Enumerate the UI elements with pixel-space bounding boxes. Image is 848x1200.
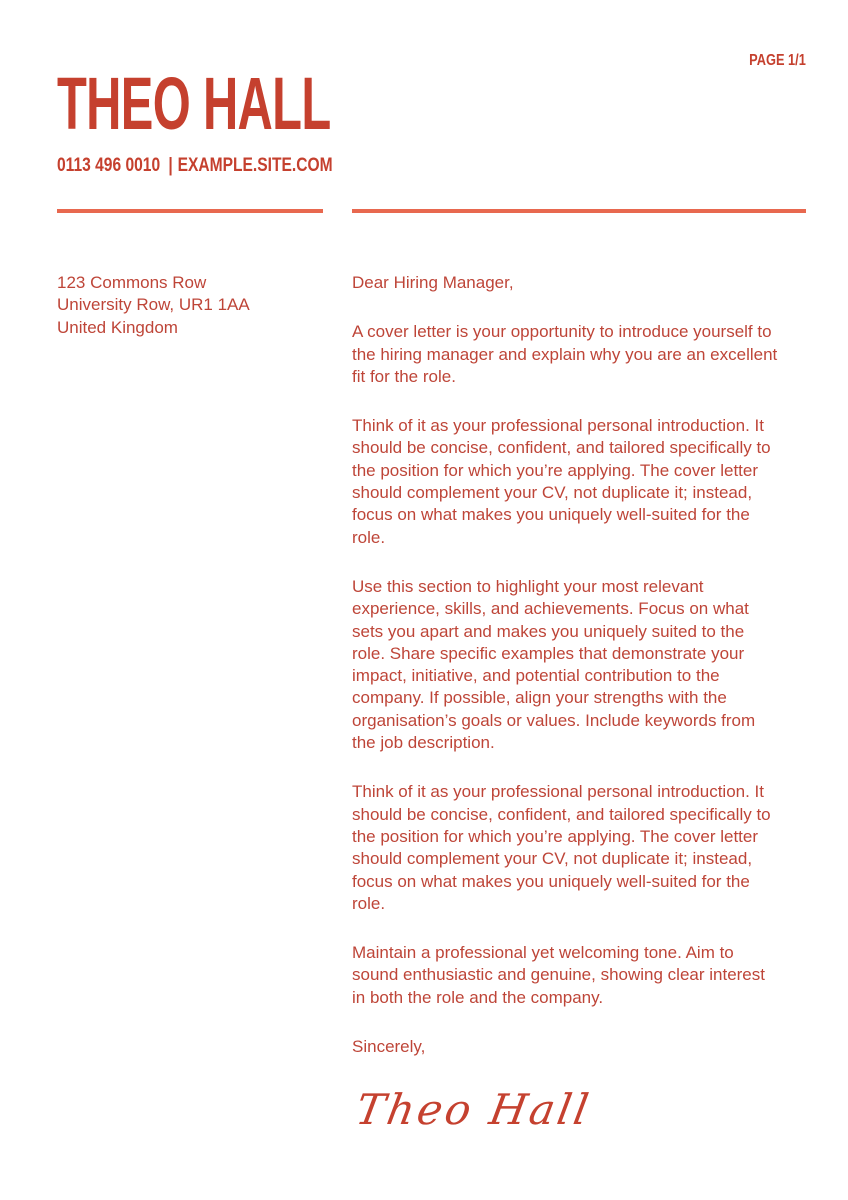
right-divider-rule [352, 209, 806, 213]
page-title: THEO HALL [57, 62, 331, 145]
left-divider-rule [57, 209, 323, 213]
address-line-3: United Kingdom [57, 317, 178, 337]
contact-separator: | [168, 155, 173, 176]
sender-address [57, 272, 323, 339]
letter-paragraph: Think of it as your professional personal introduction. It should be concise, confident, and tailored specifically to the position for which you’re applying. The cover letter should complement your CV, not duplicate it; instead, focus on what makes you uniquely well-suited for the role. [352, 782, 771, 913]
letter-body [352, 272, 778, 1136]
contact-website: EXAMPLE.SITE.COM [177, 155, 333, 176]
contact-line [57, 156, 333, 175]
address-line-1: 123 Commons Row [57, 273, 207, 292]
sender-column [57, 209, 323, 339]
letter-paragraph: Use this section to highlight your most relevant experience, skills, and achievements. Focus on what sets you apart and makes you uniquely suited to the role. Share specific examples that demonstrate your impact, initiative, and potential contribution to the company. If possible, align your strengths with the organisation’s goals or values. Include keywords from the job description. [352, 576, 756, 753]
letter-paragraph: Think of it as your professional personal introduction. It should be concise, confident, and tailored specifically to the position for which you’re applying. The cover letter should complement your CV, not duplicate it; instead, focus on what makes you uniquely well-suited for the role. [352, 416, 771, 547]
letter-greeting: Dear Hiring Manager, [352, 273, 514, 292]
letter-paragraph: Maintain a professional yet welcoming tone. Aim to sound enthusiastic and genuine, showing clear interest in both the role and the company. [352, 943, 765, 1007]
letter-closing: Sincerely, [352, 1037, 426, 1057]
page-indicator: PAGE 1/1 [749, 52, 806, 69]
address-line-2: University Row, UR1 1AA [57, 295, 250, 315]
contact-phone: 0113 496 0010 [57, 155, 161, 176]
letter-column [352, 209, 806, 1136]
letter-paragraph: A cover letter is your opportunity to introduce yourself to the hiring manager and explain why you are an excellent fit for the role. [352, 322, 778, 386]
signature: Theo Hall [352, 1085, 595, 1135]
